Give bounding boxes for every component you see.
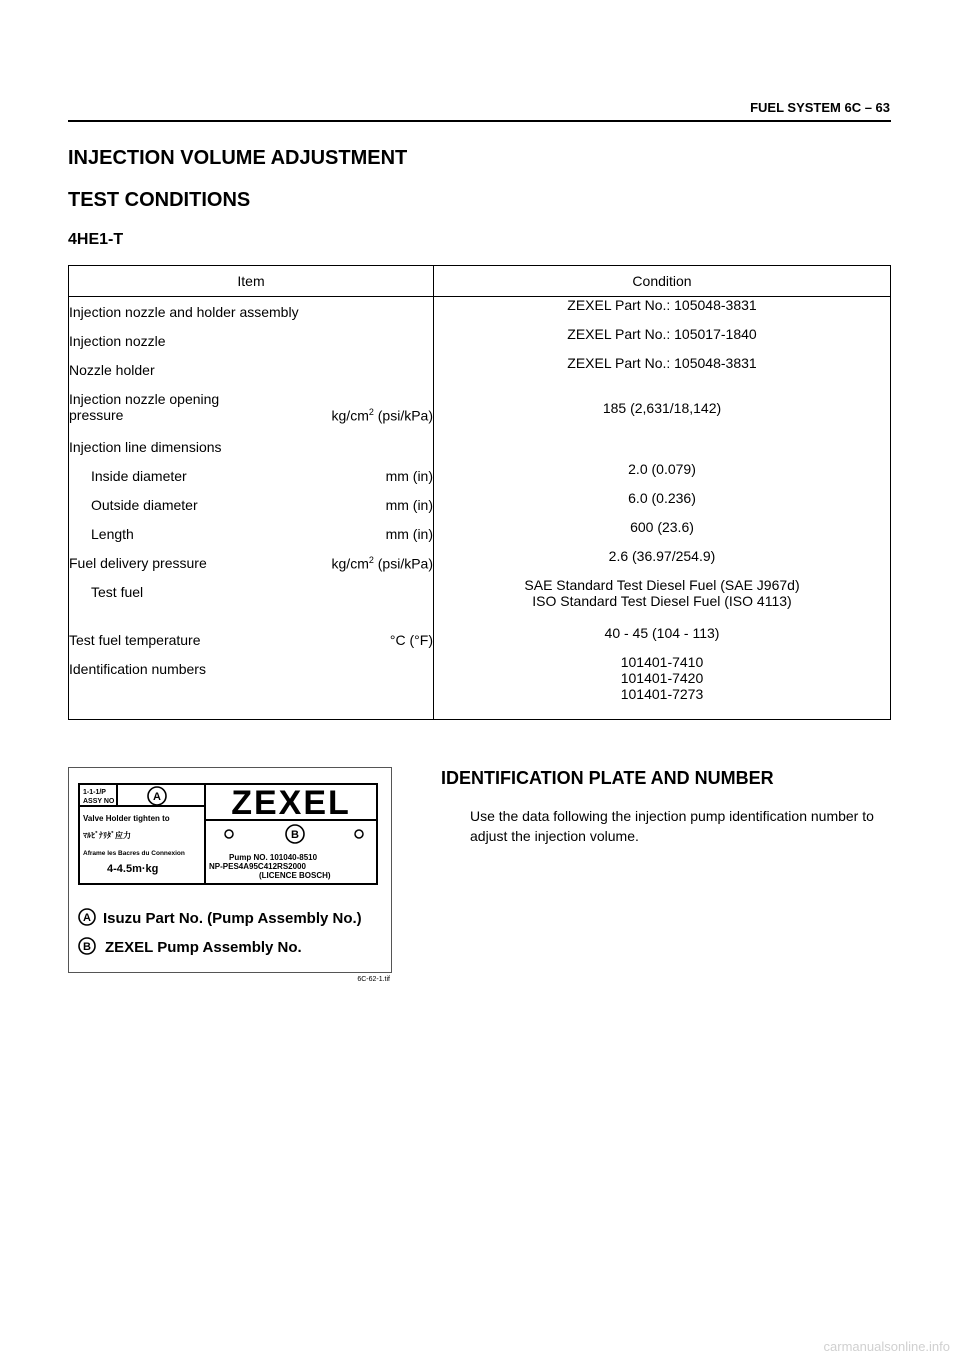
legend-text: ZEXEL Pump Assembly No.	[105, 939, 302, 956]
table-row	[69, 461, 891, 490]
identification-plate-figure	[68, 767, 392, 973]
plate-text: ASSY NO	[83, 798, 115, 805]
row-condition: 600 (23.6)	[630, 518, 694, 535]
row-condition: 101401-7410	[620, 653, 704, 670]
row-label: Injection nozzle opening	[69, 390, 220, 407]
row-condition: 101401-7273	[620, 685, 704, 702]
table-row	[69, 625, 891, 654]
row-condition: 2.0 (0.079)	[628, 460, 696, 477]
row-condition: ZEXEL Part No.: 105017-1840	[567, 325, 757, 342]
row-label: Fuel delivery pressure	[69, 555, 207, 572]
row-condition: 185 (2,631/18,142)	[602, 399, 722, 416]
plate-text: NP-PES4A95C412RS2000	[209, 862, 306, 871]
row-unit: $kg/cm^2$ (psi/kPa)	[331, 554, 433, 572]
row-unit: mm (in)	[385, 525, 433, 542]
plate-text: Valve Holder tighten to	[83, 814, 170, 823]
table-row	[69, 297, 891, 326]
row-unit: mm (in)	[385, 467, 433, 484]
engine-model: 4HE1-T	[68, 231, 124, 248]
row-unit: mm (in)	[385, 496, 433, 513]
test-conditions-table	[68, 265, 891, 720]
legend-text: Isuzu Part No. (Pump Assembly No.)	[103, 910, 362, 927]
row-label: Outside diameter	[91, 496, 198, 513]
identification-title: IDENTIFICATION PLATE AND NUMBER	[441, 768, 774, 788]
header-rule	[68, 120, 891, 122]
legend-mark: B	[83, 941, 91, 953]
row-condition: ZEXEL Part No.: 105048-3831	[567, 297, 757, 313]
row-unit: $kg/cm^2$ (psi/kPa)	[331, 406, 433, 424]
table-row	[69, 577, 891, 625]
page-header-title: FUEL SYSTEM 6C – 63	[750, 100, 890, 115]
figure-caption: 6C-62-1.tif	[357, 976, 390, 983]
row-label: Test fuel	[91, 583, 144, 600]
row-condition: 6.0 (0.236)	[628, 489, 696, 506]
table-row	[69, 519, 891, 548]
row-condition: ISO Standard Test Diesel Fuel (ISO 4113)	[532, 592, 792, 609]
mark-a: A	[153, 791, 161, 803]
table-row	[69, 490, 891, 519]
row-condition: 101401-7420	[620, 669, 704, 686]
row-condition: SAE Standard Test Diesel Fuel (SAE J967d)	[524, 576, 800, 593]
identification-text: Use the data following the injection pump identification number to adjust the injection volume.	[470, 808, 874, 844]
section-subtitle: TEST CONDITIONS	[68, 189, 251, 211]
column-header-item: Item	[69, 266, 434, 297]
row-label: Length	[91, 525, 134, 542]
table-row	[69, 432, 891, 461]
row-label: Injection nozzle and holder assembly	[69, 304, 299, 320]
plate-text: (LICENCE BOSCH)	[259, 871, 331, 880]
table-row	[69, 384, 891, 432]
table-row	[69, 654, 891, 720]
watermark: carmanualsonline.info	[823, 1339, 950, 1354]
plate-brand: ZEXEL	[231, 784, 351, 822]
table-row	[69, 326, 891, 355]
plate-text: Pump NO. 101040-8510	[229, 853, 318, 862]
row-condition: 2.6 (36.97/254.9)	[608, 547, 716, 564]
row-label: Injection nozzle	[69, 332, 166, 349]
plate-text: ﾏﾙﾋﾞﾅﾘﾀﾞ应力	[83, 831, 131, 840]
legend-mark: A	[83, 912, 91, 924]
row-label: Injection line dimensions	[69, 438, 222, 455]
row-label: Identification numbers	[69, 660, 206, 677]
plate-text: Aframe les Bacres du Connexion	[83, 850, 185, 857]
plate-text: 1-1-1/P	[83, 789, 106, 796]
row-label-continued: pressure	[69, 407, 124, 424]
row-unit: °C (°F)	[389, 631, 433, 648]
table-row	[69, 355, 891, 384]
row-label: Test fuel temperature	[69, 631, 201, 648]
identification-plate-illustration	[69, 768, 391, 972]
row-label: Nozzle holder	[69, 361, 155, 378]
row-condition: ZEXEL Part No.: 105048-3831	[567, 354, 757, 371]
mark-b: B	[291, 829, 299, 841]
row-label: Inside diameter	[91, 467, 187, 484]
section-title: INJECTION VOLUME ADJUSTMENT	[68, 147, 408, 169]
table-row	[69, 548, 891, 577]
column-header-condition: Condition	[434, 266, 891, 297]
row-condition: 40 - 45 (104 - 113)	[604, 624, 720, 641]
plate-text: 4-4.5m·kg	[107, 863, 159, 875]
